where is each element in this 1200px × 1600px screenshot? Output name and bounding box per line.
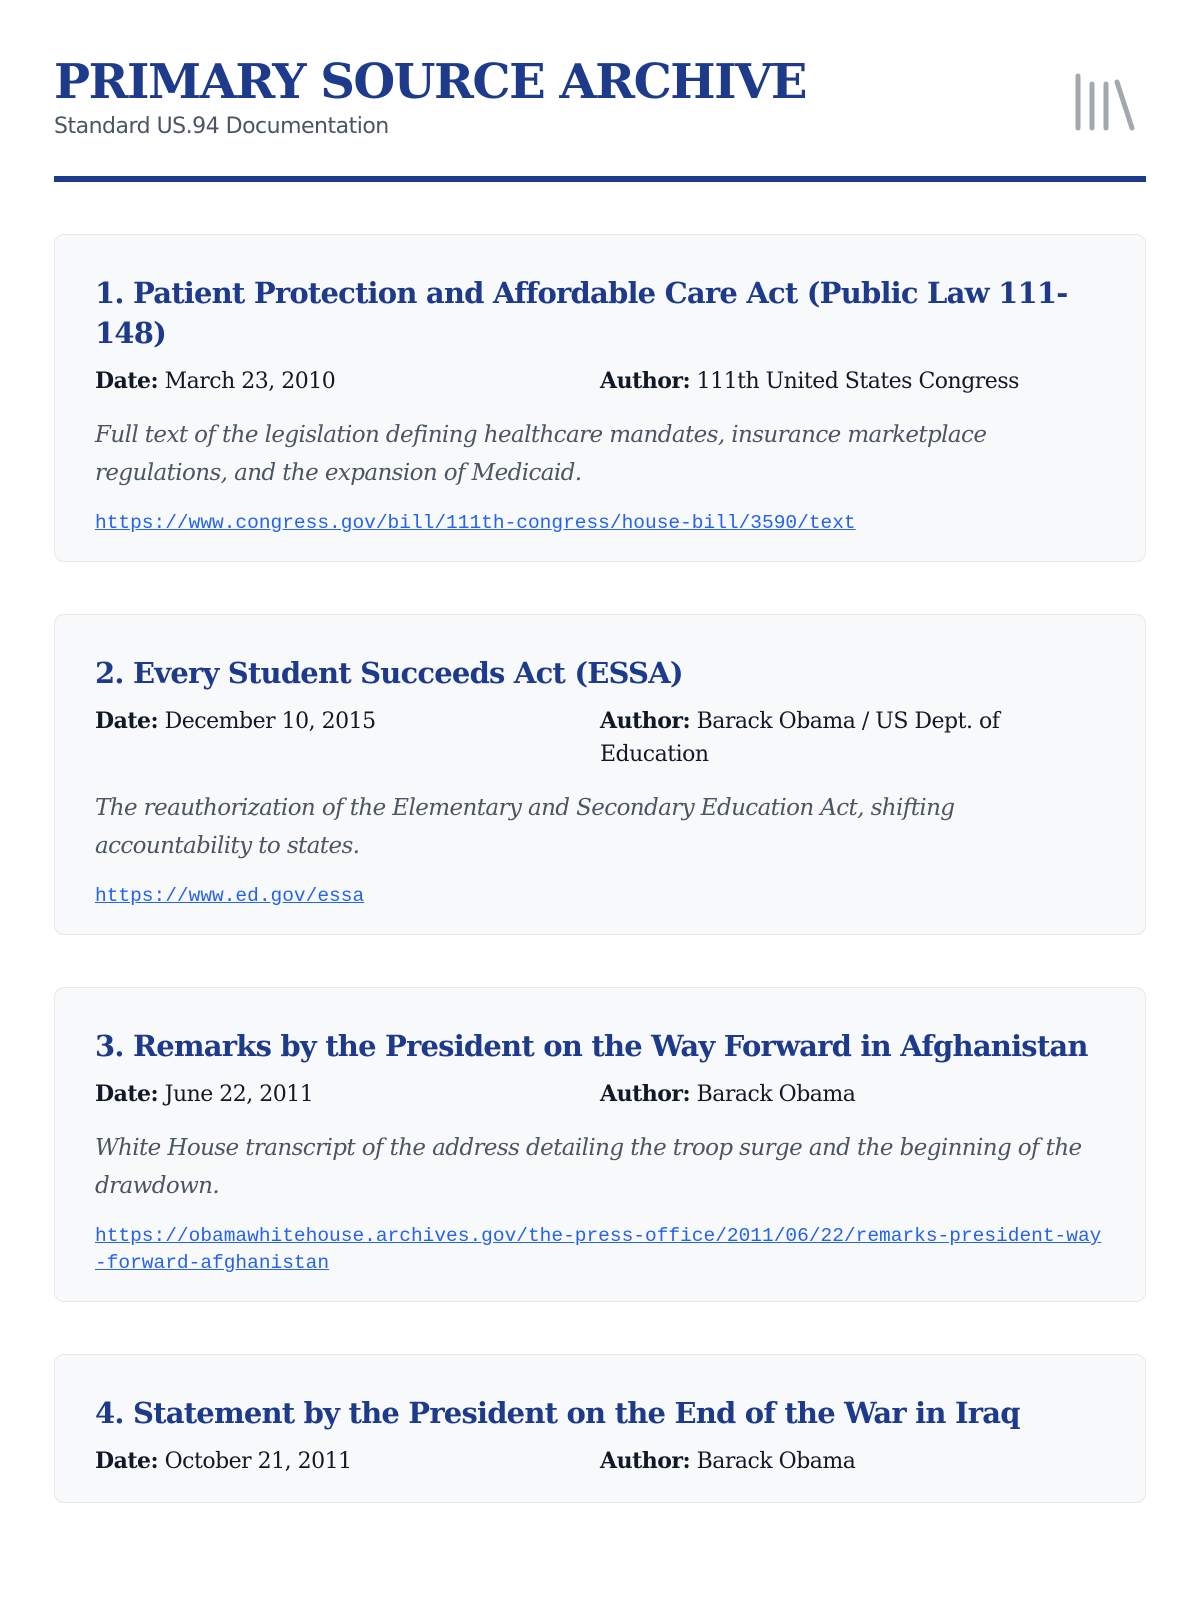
source-title: 1. Patient Protection and Affordable Care Act (Public Law 111-148) <box>95 276 1068 350</box>
source-card <box>54 1354 1146 1503</box>
source-author <box>600 1445 1020 1478</box>
author-value: Barack Obama <box>696 1449 856 1474</box>
page-header <box>54 0 1146 182</box>
source-description: White House transcript of the address detailing the troop surge and the beginning of the drawdown. <box>95 1135 1082 1199</box>
source-meta <box>95 1445 1105 1478</box>
date-value: October 21, 2011 <box>164 1449 352 1474</box>
page-subtitle: Standard US.94 Documentation <box>54 114 389 139</box>
source-link[interactable]: https://www.congress.gov/bill/111th-congress/house-bill/3590/text <box>95 512 856 534</box>
date-label: Date: <box>95 1448 159 1474</box>
source-title: 2. Every Student Succeeds Act (ESSA) <box>95 656 683 690</box>
source-description: Full text of the legislation defining healthcare mandates, insurance marketplace regulations, and the expansion of Medicaid. <box>95 422 987 486</box>
source-description: The reauthorization of the Elementary and Secondary Education Act, shifting accountability to states. <box>95 795 955 859</box>
author-label: Author: <box>600 708 691 734</box>
date-label: Date: <box>95 368 159 394</box>
source-card <box>54 614 1146 935</box>
source-author <box>600 365 1020 398</box>
author-value: Barack Obama <box>696 1082 856 1107</box>
author-label: Author: <box>600 368 691 394</box>
date-value: June 22, 2011 <box>164 1082 314 1107</box>
source-meta <box>95 365 1105 398</box>
source-author <box>600 705 1020 771</box>
source-author <box>600 1078 1020 1111</box>
library-books-icon <box>1072 70 1136 134</box>
source-meta <box>95 705 1105 771</box>
date-label: Date: <box>95 708 159 734</box>
date-label: Date: <box>95 1081 159 1107</box>
date-value: December 10, 2015 <box>164 709 376 734</box>
source-date <box>95 1445 600 1478</box>
date-value: March 23, 2010 <box>164 369 336 394</box>
author-value: Barack Obama / US Dept. of Education <box>600 709 1000 767</box>
source-meta <box>95 1078 1105 1111</box>
author-value: 111th United States Congress <box>696 369 1019 394</box>
author-label: Author: <box>600 1448 691 1474</box>
author-label: Author: <box>600 1081 691 1107</box>
source-card <box>54 234 1146 562</box>
page-title: PRIMARY SOURCE ARCHIVE <box>54 54 806 110</box>
source-date <box>95 705 600 771</box>
source-card <box>54 987 1146 1302</box>
source-date <box>95 365 600 398</box>
source-link[interactable]: https://www.ed.gov/essa <box>95 885 365 907</box>
source-link[interactable]: https://obamawhitehouse.archives.gov/the-press-office/2011/06/22/remarks-president-way-forward-afghanistan <box>95 1225 1102 1274</box>
source-title: 3. Remarks by the President on the Way Forward in Afghanistan <box>95 1029 1088 1063</box>
source-date <box>95 1078 600 1111</box>
source-title: 4. Statement by the President on the End of the War in Iraq <box>95 1396 1020 1430</box>
